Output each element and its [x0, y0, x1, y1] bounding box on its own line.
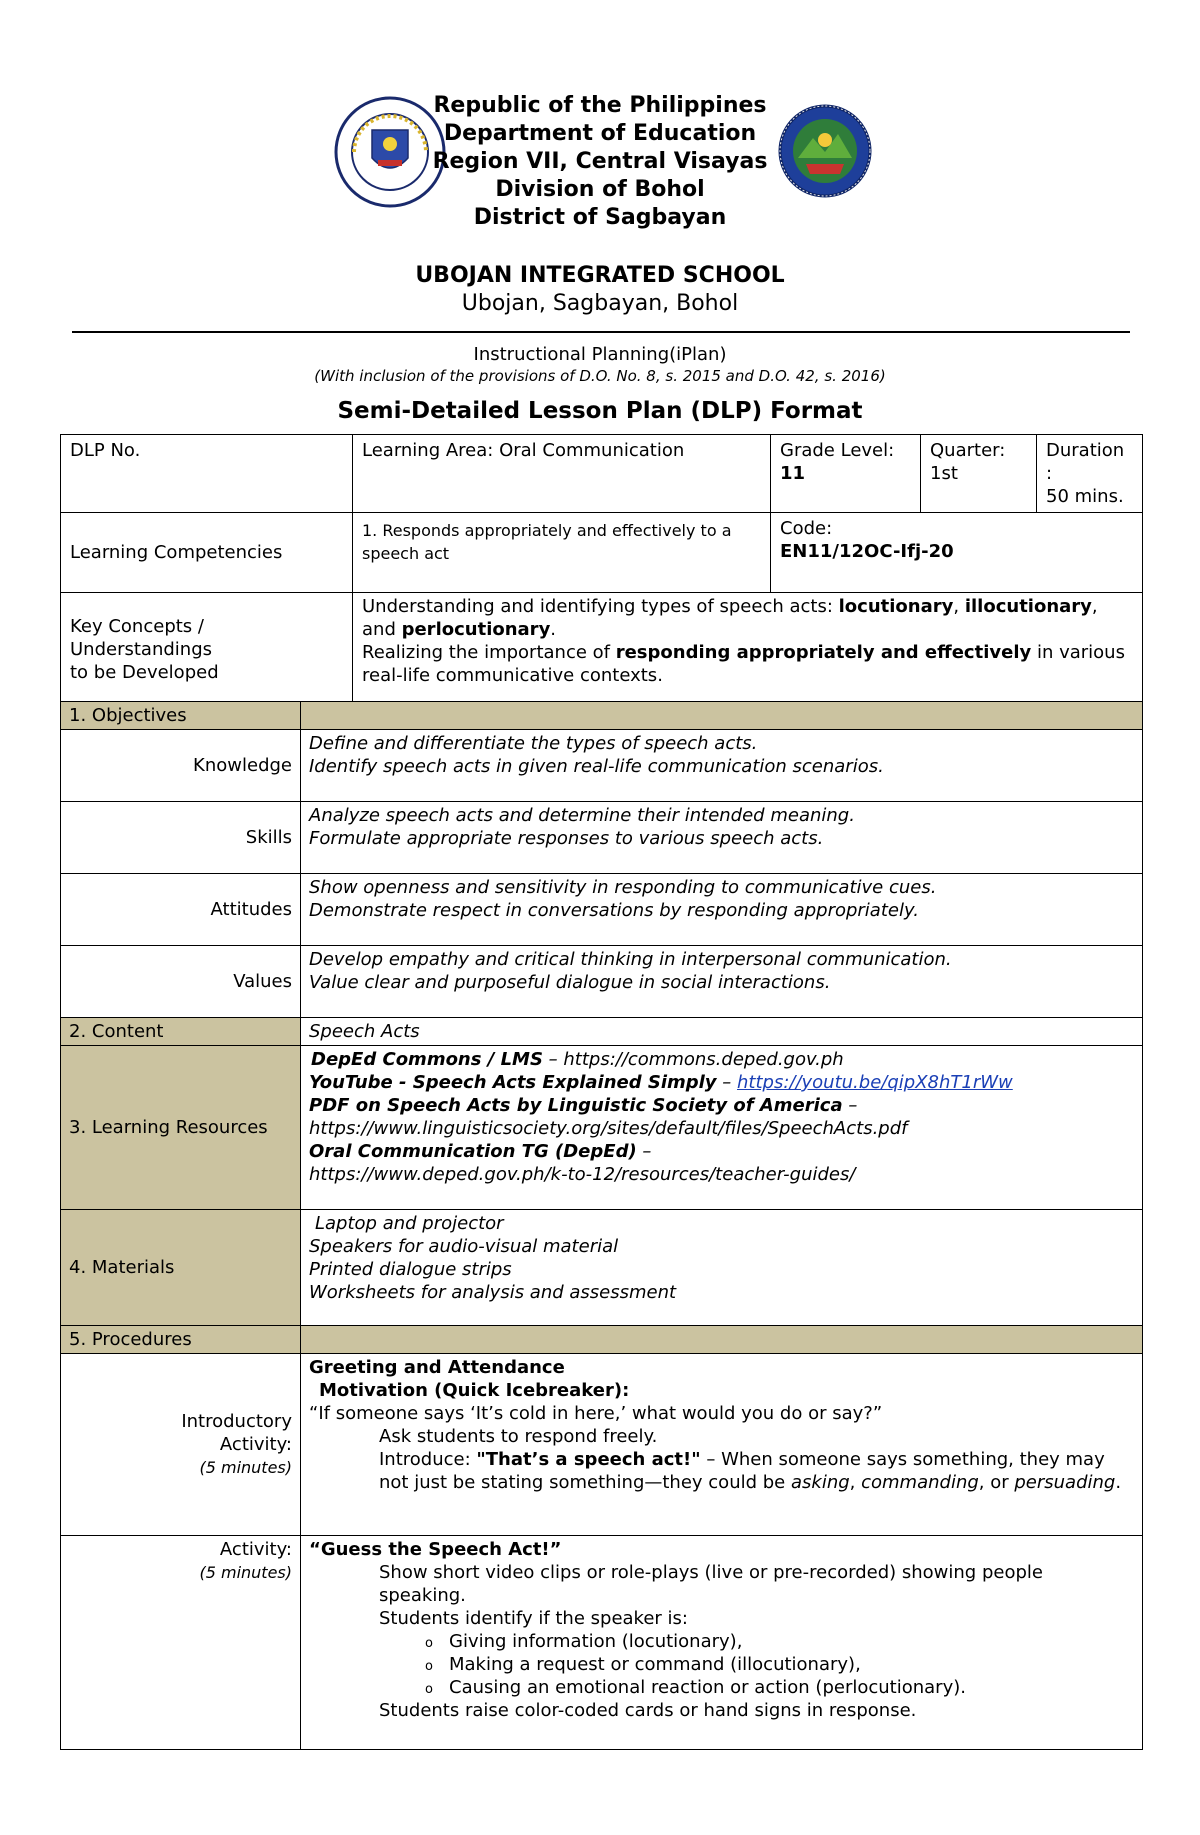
info-row-2 [61, 513, 1143, 593]
values-label-cell [61, 946, 301, 1018]
activity-subitem [309, 1653, 1134, 1676]
learning-competencies-label-cell [61, 513, 353, 593]
attitudes-label: Attitudes [210, 899, 292, 920]
resource-url[interactable]: https://www.deped.gov.ph/k-to-12/resources/teacher-guides/ [309, 1164, 856, 1185]
objectives-heading-blank [301, 702, 1143, 730]
resource-sep: – [842, 1095, 858, 1116]
skills-row [61, 802, 1143, 874]
learning-area-cell [353, 435, 771, 513]
knowledge-item: Define and differentiate the types of speech acts. [309, 733, 758, 754]
intro-content-cell [301, 1354, 1143, 1536]
resource-url[interactable]: https://www.linguisticsociety.org/sites/default/files/SpeechActs.pdf [309, 1118, 908, 1139]
district-line: District of Sagbayan [473, 205, 727, 230]
skills-cell [301, 802, 1143, 874]
learning-competencies-text: 1. Responds appropriately and effectively to a speech act [362, 521, 732, 563]
resource-url[interactable]: https://commons.deped.gov.ph [563, 1049, 844, 1070]
objectives-heading-row [61, 702, 1143, 730]
republic-line: Republic of the Philippines [433, 93, 767, 118]
quarter-label: Quarter: [930, 440, 1006, 461]
intro-time: (5 minutes) [199, 1458, 292, 1477]
intro-label-cell [61, 1354, 301, 1536]
skills-item: Analyze speech acts and determine their intended meaning. [309, 805, 855, 826]
intro-italic: persuading [1014, 1472, 1116, 1493]
materials-label-cell [61, 1210, 301, 1326]
header-lines [0, 92, 1200, 232]
resource-title: YouTube - Speech Acts Explained Simply [309, 1072, 717, 1093]
attitudes-item: Show openness and sensitivity in responding to communicative cues. [309, 877, 937, 898]
activity-label-cell [61, 1536, 301, 1750]
kc-text: , [953, 596, 965, 617]
intro-italic: asking [790, 1472, 850, 1493]
kc-text: , and [362, 596, 1098, 640]
duration-colon: : [1046, 463, 1053, 484]
values-row [61, 946, 1143, 1018]
learning-competencies-label: Learning Competencies [70, 542, 283, 563]
dlp-info-table [60, 434, 1143, 707]
school-name: UBOJAN INTEGRATED SCHOOL [415, 263, 785, 288]
info-row-1 [61, 435, 1143, 513]
kc-text: Understanding and identifying types of speech acts: [362, 596, 839, 617]
resource-title: PDF on Speech Acts by Linguistic Society of America [309, 1095, 843, 1116]
activity-time: (5 minutes) [199, 1563, 292, 1582]
resource-4 [309, 1140, 1134, 1163]
grade-level-label: Grade Level: [780, 440, 895, 461]
material-item: Printed dialogue strips [309, 1259, 512, 1280]
skills-label-cell [61, 802, 301, 874]
activity-row [61, 1536, 1143, 1750]
activity-subitem-text: Giving information (locutionary), [449, 1631, 743, 1652]
division-line: Division of Bohol [495, 177, 705, 202]
school-address: Ubojan, Sagbayan, Bohol [461, 291, 739, 316]
dlp-no-cell [61, 435, 353, 513]
code-label: Code: [780, 518, 833, 539]
resources-label: 3. Learning Resources [69, 1117, 268, 1138]
grade-level-cell [771, 435, 921, 513]
quarter-cell [921, 435, 1037, 513]
kc-perlocutionary: perlocutionary [401, 619, 551, 640]
duration-label: Duration [1046, 440, 1125, 461]
activity-subitem [309, 1630, 1134, 1653]
content-row [61, 1018, 1143, 1046]
kc-text: . [550, 619, 557, 640]
dlp-title: Semi-Detailed Lesson Plan (DLP) Format [337, 398, 863, 424]
kc-responding: responding appropriately and effectively [615, 642, 1032, 663]
procedures-heading [61, 1326, 301, 1354]
values-item: Develop empathy and critical thinking in interpersonal communication. [309, 949, 952, 970]
lesson-plan-table [60, 701, 1143, 1750]
key-concepts-paragraph-2 [362, 641, 1133, 687]
region-line: Region VII, Central Visayas [432, 149, 768, 174]
resource-title: Oral Communication TG (DepEd) [309, 1141, 637, 1162]
materials-row [61, 1210, 1143, 1326]
intro-text: – When someone says something, they may not just be stating something—they could be [379, 1449, 1105, 1493]
intro-label: Activity: [219, 1434, 292, 1455]
resources-cell [301, 1046, 1143, 1210]
activity-title: “Guess the Speech Act!” [309, 1539, 562, 1560]
resource-link[interactable]: https://youtu.be/qipX8hT1rWw [737, 1072, 1013, 1093]
content-label: 2. Content [69, 1021, 164, 1042]
intro-text: Introduce: [379, 1449, 477, 1470]
procedures-heading-row [61, 1326, 1143, 1354]
intro-text: , or [978, 1472, 1015, 1493]
iplan-title: Instructional Planning(iPlan) [473, 344, 727, 365]
values-label: Values [233, 971, 292, 992]
material-item: Laptop and projector [315, 1213, 504, 1234]
kc-text: in various real-life communicative contexts. [362, 642, 1125, 686]
skills-label: Skills [245, 827, 292, 848]
resource-1 [309, 1048, 1134, 1071]
knowledge-cell [301, 730, 1143, 802]
intro-label: Introductory [181, 1411, 292, 1432]
attitudes-label-cell [61, 874, 301, 946]
intro-text: , [849, 1472, 862, 1493]
resource-sep: – [636, 1141, 652, 1162]
activity-step: Show short video clips or role-plays (live or pre-recorded) showing people speaking. [379, 1562, 1043, 1606]
duration-value: 50 mins. [1046, 486, 1124, 507]
intro-title: Greeting and Attendance [309, 1357, 565, 1378]
material-item: Speakers for audio-visual material [309, 1236, 619, 1257]
intro-step [309, 1448, 1134, 1494]
key-concepts-label-cell [61, 593, 353, 707]
learning-competencies-cell [353, 513, 771, 593]
kc-illocutionary: illocutionary [964, 596, 1092, 617]
procedures-heading-text: 5. Procedures [69, 1329, 192, 1350]
introductory-activity-row [61, 1354, 1143, 1536]
bullet-icon: o [425, 1659, 433, 1674]
intro-text: . [1115, 1472, 1122, 1493]
attitudes-item: Demonstrate respect in conversations by responding appropriately. [309, 900, 919, 921]
resource-2 [309, 1071, 1134, 1094]
intro-subtitle: Motivation (Quick Icebreaker): [319, 1380, 630, 1401]
dlp-no-label: DLP No. [70, 440, 141, 461]
resources-row [61, 1046, 1143, 1210]
header-divider [72, 331, 1130, 333]
key-concepts-label-2: Understandings [70, 639, 212, 660]
knowledge-label: Knowledge [193, 755, 292, 776]
objectives-heading [61, 702, 301, 730]
values-cell [301, 946, 1143, 1018]
department-line: Department of Education [443, 121, 757, 146]
knowledge-label-cell [61, 730, 301, 802]
content-label-cell [61, 1018, 301, 1046]
activity-subitem [309, 1676, 1134, 1699]
intro-step: Ask students to respond freely. [379, 1426, 658, 1447]
kc-locutionary: locutionary [838, 596, 954, 617]
knowledge-item: Identify speech acts in given real-life communication scenarios. [309, 756, 884, 777]
attitudes-cell [301, 874, 1143, 946]
code-cell [771, 513, 1143, 593]
key-concepts-label-1: Key Concepts / [70, 616, 204, 637]
key-concepts-cell [353, 593, 1143, 707]
material-item: Worksheets for analysis and assessment [309, 1282, 677, 1303]
activity-step: Students raise color-coded cards or hand signs in response. [379, 1700, 917, 1721]
kc-text: Realizing the importance of [362, 642, 616, 663]
resource-sep: – [716, 1072, 737, 1093]
knowledge-row [61, 730, 1143, 802]
objectives-heading-text: 1. Objectives [69, 705, 187, 726]
activity-label: Activity: [219, 1539, 292, 1560]
content-value: Speech Acts [309, 1021, 420, 1042]
resource-title: DepEd Commons / LMS [311, 1049, 543, 1070]
resource-sep: – [542, 1049, 564, 1070]
bullet-icon: o [425, 1636, 433, 1651]
resource-3 [309, 1094, 1134, 1117]
attitudes-row [61, 874, 1143, 946]
bullet-icon: o [425, 1682, 433, 1697]
intro-emphasis: "That’s a speech act!" [476, 1449, 701, 1470]
learning-area-label: Learning Area: Oral Communication [362, 440, 685, 461]
values-item: Value clear and purposeful dialogue in social interactions. [309, 972, 831, 993]
grade-level-value: 11 [780, 463, 806, 484]
info-row-3 [61, 593, 1143, 707]
activity-subitem-text: Causing an emotional reaction or action (perlocutionary). [449, 1677, 966, 1698]
quarter-value: 1st [930, 463, 958, 484]
intro-question: “If someone says ‘It’s cold in here,’ what would you do or say?” [309, 1403, 883, 1424]
duration-cell [1037, 435, 1143, 513]
content-cell [301, 1018, 1143, 1046]
activity-step: Students identify if the speaker is: [379, 1608, 688, 1629]
materials-cell [301, 1210, 1143, 1326]
key-concepts-paragraph-1 [362, 595, 1133, 641]
code-value: EN11/12OC-Ifj-20 [780, 541, 954, 562]
skills-item: Formulate appropriate responses to various speech acts. [309, 828, 824, 849]
activity-content-cell [301, 1536, 1143, 1750]
key-concepts-label-3: to be Developed [70, 662, 219, 683]
materials-label: 4. Materials [69, 1257, 175, 1278]
procedures-heading-blank [301, 1326, 1143, 1354]
resources-label-cell [61, 1046, 301, 1210]
activity-subitem-text: Making a request or command (illocutionary), [449, 1654, 861, 1675]
iplan-note: (With inclusion of the provisions of D.O. No. 8, s. 2015 and D.O. 42, s. 2016) [314, 367, 886, 385]
intro-italic: commanding [861, 1472, 979, 1493]
